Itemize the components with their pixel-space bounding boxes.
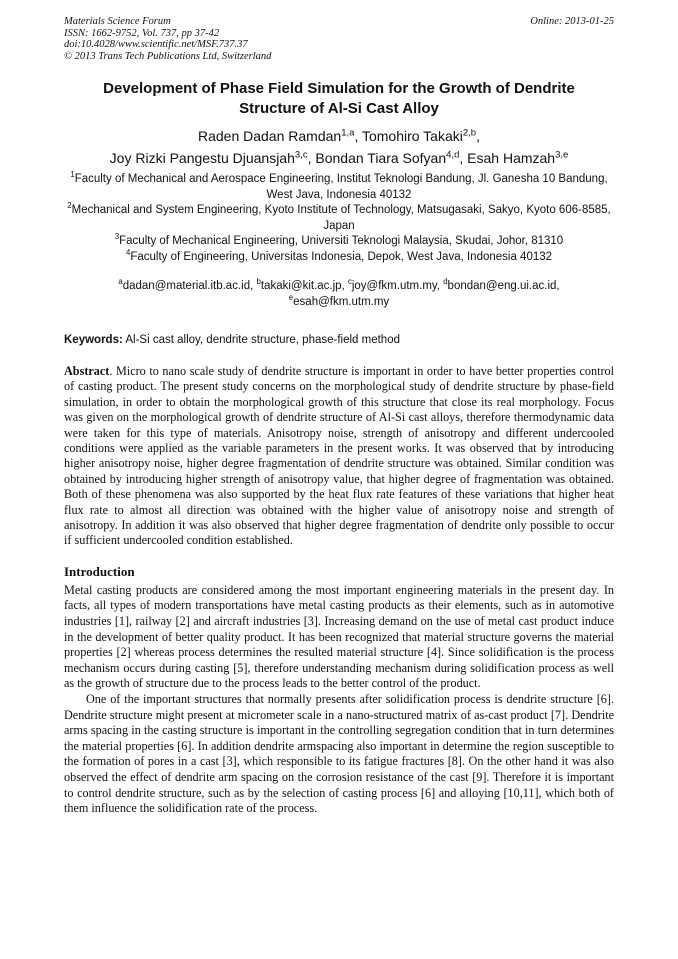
email-link: dadan@material.itb.ac.id, bbox=[122, 280, 257, 292]
affiliation: $^4$Faculty of Engineering, Universitas Indonesia, Depok, West Java, Indonesia 40132 bbox=[125, 247, 553, 263]
doi-line: doi:10.4028/www.scientific.net/MSF.737.37 bbox=[64, 39, 248, 50]
author-list: Raden Dadan Ramdan$^{1,a}$, Tomohiro Takaki$^{2,b}$, Joy Rizki Pangestu Djuansjah$^{3,c}$, Bondan Tiara Sofyan$^{4,d}$, Esah Hamzah$^{3,e}$ bbox=[109, 127, 569, 166]
author-superscript: 3,c bbox=[294, 149, 308, 161]
email-list: $^a$dadan@material.itb.ac.id, $^b$takaki@kit.ac.jp, $^c$joy@fkm.utm.my, $^d$bondan@eng.ui.ac.id, $^e$esah@fkm.utm.my bbox=[118, 277, 560, 308]
author-name: Raden Dadan Ramdan bbox=[197, 128, 342, 144]
affiliation: $^1$Faculty of Mechanical and Aerospace Engineering, Institut Teknologi Bandung, Jl. Ganesha 10 Bandung, West Java, Indonesia 40132 bbox=[70, 170, 608, 201]
issn-line: ISSN: 1662-9752, Vol. 737, pp 37-42 bbox=[64, 27, 220, 39]
affiliation-list bbox=[64, 172, 614, 265]
keywords-text: Al-Si cast alloy, dendrite structure, phase-field method bbox=[122, 334, 400, 346]
email-link: bondan@eng.ui.ac.id, bbox=[447, 280, 560, 292]
abstract bbox=[64, 364, 614, 549]
journal-name: Materials Science Forum bbox=[64, 16, 171, 27]
paragraph: Metal casting products are considered among the most important engineering materials in the present day. In facts, all types of modern transportations have metal casting products as their elements, such as in automotive industries [1], railway [2] and aircraft industries [3]. Increasing demand on the use of metal cast product induce in the development of better quality product. It has been recognized that material structure governs the material properties [2] whereas process determines the resulted material structure [4]. Since solidification is the process mechanism occurs during casting [5], therefore understanding mechanism during solidification process as well as the growth of structure due to the process leads to the better control of the product. bbox=[64, 582, 614, 691]
author-name: Bondan Tiara Sofyan bbox=[315, 150, 447, 166]
author-superscript: 3,e bbox=[555, 149, 569, 161]
author-superscript: 4,d bbox=[446, 149, 460, 161]
online-date: Online: 2013-01-25 bbox=[530, 16, 614, 27]
author-superscript: 1,a bbox=[341, 127, 355, 139]
email-link: takaki@kit.ac.jp, bbox=[260, 280, 348, 292]
abstract-text: . Micro to nano scale study of dendrite structure is important in order to have better properties control of casting product. The present study concerns on the morphological study of dendrite structure by phase-field simulation, in order to obtain the morphological growth of this structure that close its real morphology. Focus was given on the morphological growth of dendrite structure of Al-Si cast alloys, therefore thermodynamic data were taken for this type of materials. Anisotropy noise, strength of anisotropy and different undercooled conditions were applied as the variable parameters in the present works. It was observed that by introducing higher anisotropy noise, higher degree fragmentation of dendrite structure was obtained. Similar condition was obtained by introducing higher strength of anisotropy value, that higher degree of fragmentation was obtained. Both of these phenomena was also supported by the heat flux rate features of these variations that higher heat flux rate to almost all direction was obtained with the higher value of anisotropy noise and strength of anisotropy. In addition it was also observed that higher degree fragmentation of dendrite only possible to occur if sufficient undercooled condition established. bbox=[64, 364, 614, 548]
copyright-line: © 2013 Trans Tech Publications Ltd, Switzerland bbox=[64, 50, 272, 62]
author-name: Tomohiro Takaki bbox=[361, 128, 463, 144]
email-link: esah@fkm.utm.my bbox=[293, 295, 390, 308]
affiliation: $^3$Faculty of Mechanical Engineering, Universiti Teknologi Malaysia, Skudai, Johor, 81310 bbox=[114, 232, 564, 247]
section-heading-introduction: Introduction bbox=[64, 563, 135, 579]
paper-title: Development of Phase Field Simulation for the Growth of Dendrite Structure of Al-Si Cast Alloy bbox=[103, 80, 575, 117]
keywords bbox=[64, 333, 614, 348]
author-superscript: 2,b bbox=[462, 127, 477, 139]
journal-header bbox=[64, 16, 614, 62]
paragraph: One of the important structures that normally presents after solidification process is dendrite structure [6]. Dendrite structure might present at micrometer scale in a nano-structured matrix of as-cast product [7]. Dendrite arms spacing in the casting structure is important in the controlling segregation condition that in turn determines the material properties [6]. In addition dendrite armspacing also important in determine the region susceptible to the formation of pores in a cast [3], which responsible to its fatigue fractures [8]. On the other hand it was also observed the effect of dendrite arm spacing on the corrosion resistance of the cast [9]. Therefore it is important to control dendrite structure, such as by the selection of casting process [6] and alloying [10,11], which both of them influence the solidification rate of the process. bbox=[64, 692, 614, 816]
email-link: joy@fkm.utm.my, bbox=[351, 280, 444, 292]
affiliation: $^2$Mechanical and System Engineering, Kyoto Institute of Technology, Matsugasaki, Sakyo, Kyoto 606-8585, Japan bbox=[67, 201, 611, 232]
keywords-label: Keywords: bbox=[64, 334, 123, 346]
abstract-label: Abstract bbox=[64, 364, 110, 378]
author-name: Esah Hamzah bbox=[467, 150, 556, 166]
author-name: Joy Rizki Pangestu Djuansjah bbox=[109, 150, 295, 166]
